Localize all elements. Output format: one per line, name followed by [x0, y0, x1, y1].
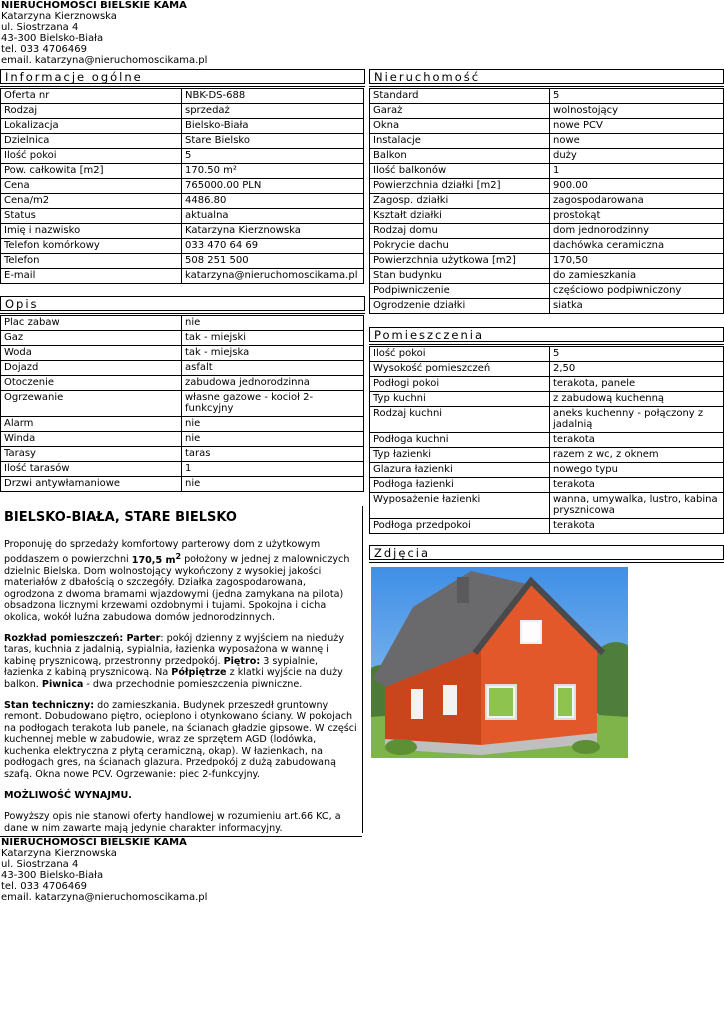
house-photo[interactable] — [371, 567, 628, 758]
nieruchomosc-row-value: 900.00 — [550, 179, 724, 194]
pomieszczenia-row-label: Podłogi pokoi — [370, 377, 550, 392]
general-row-value: 508 251 500 — [182, 254, 364, 269]
agency-header — [1, 0, 207, 66]
general-row-label: Cena/m2 — [1, 194, 182, 209]
opis-table-body — [1, 316, 364, 492]
description-paragraph-4: MOŻLIWOŚĆ WYNAJMU. — [4, 789, 132, 801]
nieruchomosc-row — [370, 299, 724, 314]
general-table — [0, 88, 364, 284]
pomieszczenia-row — [370, 463, 724, 478]
nieruchomosc-row-value: dom jednorodzinny — [550, 224, 724, 239]
general-row-label: Dzielnica — [1, 134, 182, 149]
general-row-label: Oferta nr — [1, 89, 182, 104]
pomieszczenia-row-label: Podłoga kuchni — [370, 433, 550, 448]
general-row-value: NBK-DS-688 — [182, 89, 364, 104]
general-row — [1, 254, 364, 269]
pomieszczenia-row-label: Glazura łazienki — [370, 463, 550, 478]
description-paragraph-1: Proponuję do sprzedaży komfortowy parterowy dom z użytkowym poddaszem o powierzchni 170,5 $m^2$ położony w jednej z malowniczych dzielnic Bielska. Dom wolnostojący wykończony z wysokiej jakości materiałów z dbałością o szczegóły. Działka zagospodarowana, ogrodzona z dwoma bramami wjazdowymi (jedna zamykana na pilota) obsadzona licznymi krzewami ozdobnymi i tujami. Spokojna i cicha okolica, wokół luźna zabudowa domów jednorodzinnych. — [4, 539, 350, 623]
footer-agency-phone: tel. 033 4706469 — [1, 881, 88, 892]
pomieszczenia-row-value: terakota — [550, 478, 724, 493]
general-row-label: Lokalizacja — [1, 119, 182, 134]
nieruchomosc-row-value: dachówka ceramiczna — [550, 239, 724, 254]
nieruchomosc-row-label: Powierzchnia działki [m2] — [370, 179, 550, 194]
agency-person: Katarzyna Kierznowska — [1, 11, 117, 22]
general-row — [1, 104, 364, 119]
nieruchomosc-row — [370, 209, 724, 224]
pomieszczenia-row-value: z zabudową kuchenną — [550, 392, 724, 407]
opis-row-value: nie — [182, 477, 364, 492]
pomieszczenia-row — [370, 478, 724, 493]
nieruchomosc-row — [370, 164, 724, 179]
general-row-label: Imię i nazwisko — [1, 224, 182, 239]
general-row — [1, 239, 364, 254]
general-row — [1, 89, 364, 104]
general-row-label: Status — [1, 209, 182, 224]
opis-row-value: 1 — [182, 462, 364, 477]
opis-row-label: Gaz — [1, 331, 182, 346]
opis-row-label: Woda — [1, 346, 182, 361]
agency-city: 43-300 Bielsko-Biała — [1, 33, 104, 44]
opis-row — [1, 477, 364, 492]
pomieszczenia-row-label: Podłoga przedpokoi — [370, 519, 550, 534]
opis-row — [1, 331, 364, 346]
pomieszczenia-row — [370, 519, 724, 534]
nieruchomosc-row-value: zagospodarowana — [550, 194, 724, 209]
pomieszczenia-table-body — [370, 347, 724, 534]
opis-row-label: Otoczenie — [1, 376, 182, 391]
opis-row-label: Tarasy — [1, 447, 182, 462]
nieruchomosc-row-label: Okna — [370, 119, 550, 134]
opis-row-value: nie — [182, 417, 364, 432]
opis-row — [1, 462, 364, 477]
opis-row — [1, 391, 364, 417]
footer-agency-street: ul. Siostrzana 4 — [1, 859, 79, 870]
general-row-label: Telefon — [1, 254, 182, 269]
general-row-value: 033 470 64 69 — [182, 239, 364, 254]
opis-row — [1, 316, 364, 331]
nieruchomosc-row-label: Ilość balkonów — [370, 164, 550, 179]
description-paragraph-2: Rozkład pomieszczeń: Parter: pokój dzienny z wyjściem na nieduży taras, kuchnia z jadalnią, sypialnia, łazienka wyposażona w wannę i kabinę prysznicową, przestronny przedpokój. Piętro: 3 sypialnie, łazienka z kabiną prysznicową. Na Półpiętrze z klatki wyjście na duży balkon. Piwnica - dwa przechodnie pomieszczenia piwniczne. — [4, 633, 345, 690]
footer-agency-email: email. katarzyna@nieruchomoscikama.pl — [1, 892, 208, 903]
pomieszczenia-row-value: 5 — [550, 347, 724, 362]
nieruchomosc-row — [370, 104, 724, 119]
pomieszczenia-row — [370, 377, 724, 392]
pomieszczenia-row — [370, 448, 724, 463]
general-row-value: 5 — [182, 149, 364, 164]
general-row-label: E-mail — [1, 269, 182, 284]
pomieszczenia-row-value: 2,50 — [550, 362, 724, 377]
section-nieruchomosc-heading: Nieruchomość — [369, 69, 724, 84]
general-row — [1, 164, 364, 179]
nieruchomosc-row-label: Pokrycie dachu — [370, 239, 550, 254]
nieruchomosc-row-label: Instalacje — [370, 134, 550, 149]
general-row-value: sprzedaż — [182, 104, 364, 119]
nieruchomosc-row-value: wolnostojący — [550, 104, 724, 119]
nieruchomosc-row-value: do zamieszkania — [550, 269, 724, 284]
nieruchomosc-row-value: nowe PCV — [550, 119, 724, 134]
agency-street: ul. Siostrzana 4 — [1, 22, 79, 33]
description-disclaimer: Powyższy opis nie stanowi oferty handlowej w rozumieniu art.66 KC, a dane w nim zawarte mają jedynie charakter informacyjny. — [4, 811, 341, 834]
section-general-heading: Informacje ogólne — [0, 69, 365, 84]
pomieszczenia-row-value: razem z wc, z oknem — [550, 448, 724, 463]
nieruchomosc-row-label: Ogrodzenie działki — [370, 299, 550, 314]
opis-row-value: zabudowa jednorodzinna — [182, 376, 364, 391]
nieruchomosc-row-label: Stan budynku — [370, 269, 550, 284]
general-row — [1, 149, 364, 164]
general-row-label: Ilość pokoi — [1, 149, 182, 164]
general-row-value: katarzyna@nieruchomoscikama.pl — [182, 269, 364, 284]
description-paragraph-3: Stan techniczny: do zamieszkania. Budynek przeszedł gruntowny remont. Dobudowano piętro, ocieplono i otynkowano ściany. W pokojach na podłogach terakota lub panele, na ścianach gładzie gipsowe. W części kuchennej meble w zabudowie, wraz ze sprzętem AGD (lodówka, kuchenka elektryczna z płytą ceramiczną, okap). W łazienkach, na podłogach gres, na ścianach glazura. Przedpokój z dużą zabudowaną szafą. Okna nowe PCV. Ogrzewanie: piec 2-funkcyjny. — [4, 700, 357, 780]
agency-name: NIERUCHOMOŚCI BIELSKIE KAMA — [1, 0, 187, 11]
pomieszczenia-row-value: wanna, umywalka, lustro, kabina prysznicowa — [550, 493, 724, 519]
opis-row-label: Winda — [1, 432, 182, 447]
nieruchomosc-row-label: Balkon — [370, 149, 550, 164]
pomieszczenia-table — [369, 346, 724, 534]
opis-row — [1, 361, 364, 376]
general-row — [1, 209, 364, 224]
section-opis-heading: Opis — [0, 296, 365, 311]
agency-footer — [1, 837, 207, 903]
nieruchomosc-row — [370, 284, 724, 299]
nieruchomosc-row-value: 1 — [550, 164, 724, 179]
opis-row-label: Plac zabaw — [1, 316, 182, 331]
nieruchomosc-row-label: Garaż — [370, 104, 550, 119]
pomieszczenia-row — [370, 392, 724, 407]
nieruchomosc-row-value: 5 — [550, 89, 724, 104]
nieruchomosc-row-value: siatka — [550, 299, 724, 314]
opis-row — [1, 346, 364, 361]
nieruchomosc-row-label: Rodzaj domu — [370, 224, 550, 239]
opis-row — [1, 432, 364, 447]
description-title: BIELSKO-BIAŁA, STARE BIELSKO — [4, 510, 237, 525]
opis-row-label: Alarm — [1, 417, 182, 432]
pomieszczenia-row-value: terakota, panele — [550, 377, 724, 392]
nieruchomosc-row — [370, 179, 724, 194]
nieruchomosc-row — [370, 269, 724, 284]
opis-row-value: nie — [182, 316, 364, 331]
pomieszczenia-row-value: nowego typu — [550, 463, 724, 478]
general-row-label: Cena — [1, 179, 182, 194]
footer-agency-name: NIERUCHOMOŚCI BIELSKIE KAMA — [1, 837, 187, 848]
general-table-body — [1, 89, 364, 284]
opis-table — [0, 315, 364, 492]
pomieszczenia-row-label: Podłoga łazienki — [370, 478, 550, 493]
nieruchomosc-row — [370, 149, 724, 164]
nieruchomosc-table-body — [370, 89, 724, 314]
footer-agency-city: 43-300 Bielsko-Biała — [1, 870, 104, 881]
general-row — [1, 269, 364, 284]
opis-row-label: Drzwi antywłamaniowe — [1, 477, 182, 492]
pomieszczenia-row-label: Wysokość pomieszczeń — [370, 362, 550, 377]
nieruchomosc-row-value: 170,50 — [550, 254, 724, 269]
pomieszczenia-row-value: terakota — [550, 433, 724, 448]
opis-row-label: Ilość tarasów — [1, 462, 182, 477]
nieruchomosc-row — [370, 224, 724, 239]
opis-row-value: asfalt — [182, 361, 364, 376]
agency-phone: tel. 033 4706469 — [1, 44, 88, 55]
nieruchomosc-row-value: prostokąt — [550, 209, 724, 224]
section-pomieszczenia-heading: Pomieszczenia — [369, 327, 724, 342]
general-row-value: Bielsko-Biała — [182, 119, 364, 134]
nieruchomosc-row-label: Podpiwniczenie — [370, 284, 550, 299]
general-row-value: 765000.00 PLN — [182, 179, 364, 194]
pomieszczenia-row — [370, 493, 724, 519]
opis-row — [1, 417, 364, 432]
nieruchomosc-row-value: duży — [550, 149, 724, 164]
nieruchomosc-row-label: Zagosp. działki — [370, 194, 550, 209]
general-row — [1, 134, 364, 149]
opis-row-value: tak - miejska — [182, 346, 364, 361]
description — [0, 506, 363, 833]
pomieszczenia-row-value: terakota — [550, 519, 724, 534]
general-row-label: Pow. całkowita [m2] — [1, 164, 182, 179]
opis-row-label: Dojazd — [1, 361, 182, 376]
pomieszczenia-row-label: Wyposażenie łazienki — [370, 493, 550, 519]
pomieszczenia-row-value: aneks kuchenny - połączony z jadalnią — [550, 407, 724, 433]
nieruchomosc-row-value: nowe — [550, 134, 724, 149]
pomieszczenia-row — [370, 433, 724, 448]
nieruchomosc-row — [370, 119, 724, 134]
opis-row — [1, 376, 364, 391]
general-row-label: Telefon komórkowy — [1, 239, 182, 254]
general-row-label: Rodzaj — [1, 104, 182, 119]
general-row-value: 170.50 m² — [182, 164, 364, 179]
general-row-value: Stare Bielsko — [182, 134, 364, 149]
pomieszczenia-row-label: Rodzaj kuchni — [370, 407, 550, 433]
pomieszczenia-row — [370, 407, 724, 433]
opis-row — [1, 447, 364, 462]
general-row — [1, 194, 364, 209]
nieruchomosc-row-value: częściowo podpiwniczony — [550, 284, 724, 299]
pomieszczenia-row-label: Typ łazienki — [370, 448, 550, 463]
general-row — [1, 179, 364, 194]
general-row-value: aktualna — [182, 209, 364, 224]
opis-row-value: nie — [182, 432, 364, 447]
footer-agency-person: Katarzyna Kierznowska — [1, 848, 117, 859]
nieruchomosc-row-label: Standard — [370, 89, 550, 104]
opis-row-value: własne gazowe - kocioł 2-funkcyjny — [182, 391, 364, 417]
general-row — [1, 224, 364, 239]
nieruchomosc-row — [370, 134, 724, 149]
nieruchomosc-row — [370, 254, 724, 269]
pomieszczenia-row — [370, 362, 724, 377]
nieruchomosc-row — [370, 239, 724, 254]
general-row — [1, 119, 364, 134]
general-row-value: Katarzyna Kierznowska — [182, 224, 364, 239]
pomieszczenia-row-label: Typ kuchni — [370, 392, 550, 407]
opis-row-value: taras — [182, 447, 364, 462]
nieruchomosc-row — [370, 194, 724, 209]
section-zdjecia-heading: Zdjęcia — [369, 545, 724, 560]
pomieszczenia-row-label: Ilość pokoi — [370, 347, 550, 362]
opis-row-value: tak - miejski — [182, 331, 364, 346]
general-row-value: 4486.80 — [182, 194, 364, 209]
nieruchomosc-row — [370, 89, 724, 104]
opis-row-label: Ogrzewanie — [1, 391, 182, 417]
nieruchomosc-row-label: Powierzchnia użytkowa [m2] — [370, 254, 550, 269]
nieruchomosc-table — [369, 88, 724, 314]
pomieszczenia-row — [370, 347, 724, 362]
nieruchomosc-row-label: Kształt działki — [370, 209, 550, 224]
agency-email: email. katarzyna@nieruchomoscikama.pl — [1, 55, 208, 66]
house-photo-image — [371, 567, 628, 758]
